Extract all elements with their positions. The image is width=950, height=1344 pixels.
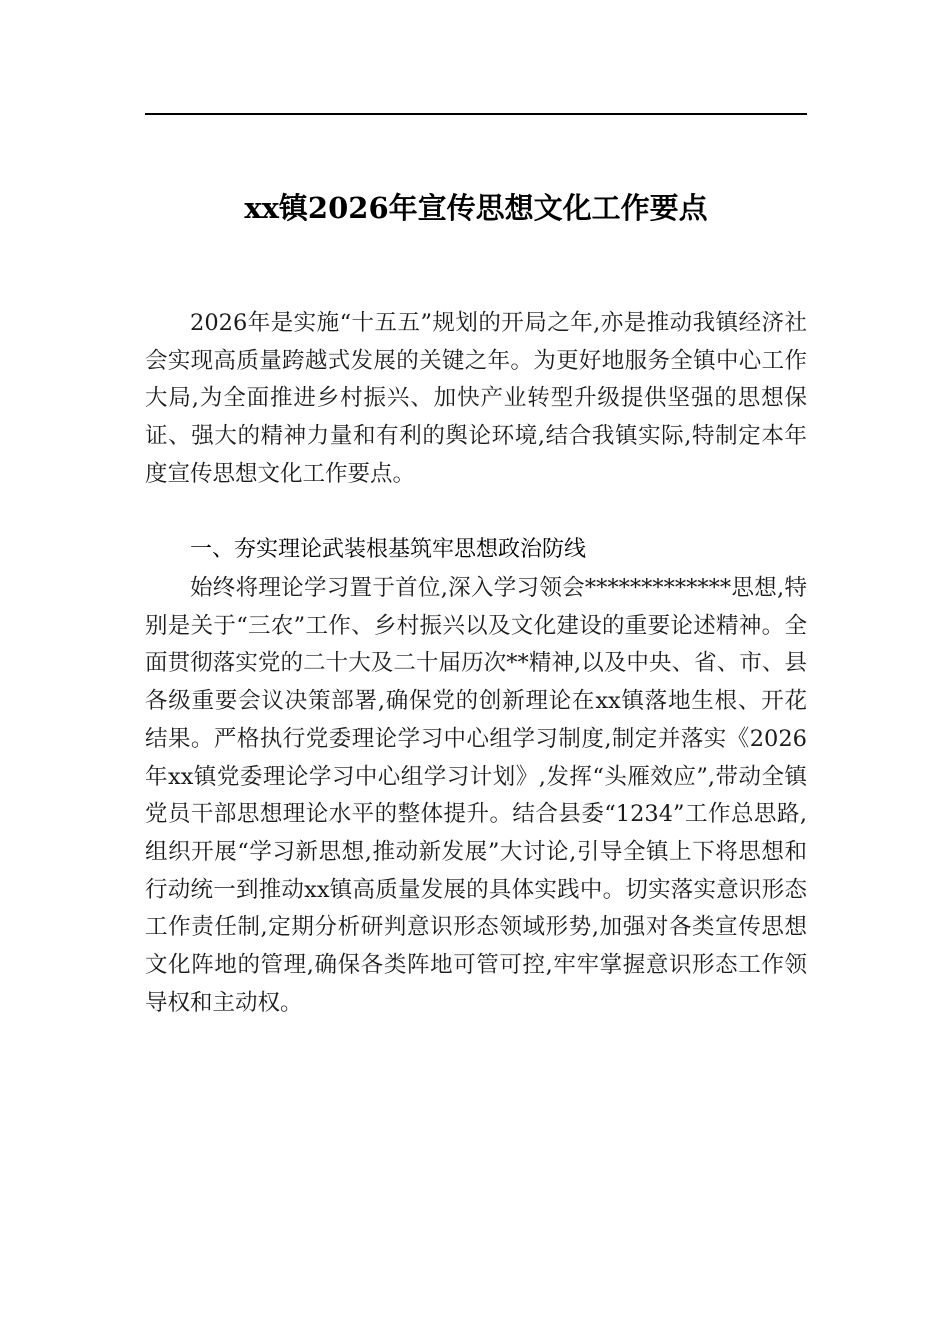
section-paragraph-1: 始终将理论学习置于首位,深入学习领会*************思想,特别是关于“三农”工作、乡村振兴以及文化建设的重要论述精神。全面贯彻落实党的二十大及二十届历次**精神,以及中央、省、市、县各级重要会议决策部署,确保党的创新理论在xx镇落地生根、开花结果。严格执行党委理论学习中心组学习制度,制定并落实《2026年xx镇党委理论学习中心组学习计划》,发挥“头雁效应”,带动全镇党员干部思想理论水平的整体提升。结合县委“1234”工作总思路,组织开展“学习新思想,推动新发展”大讨论,引导全镇上下将思想和行动统一到推动xx镇高质量发展的具体实践中。切实落实意识形态工作责任制,定期分析研判意识形态领域形势,加强对各类宣传思想文化阵地的管理,确保各类阵地可管可控,牢牢掌握意识形态工作领导权和主动权。 xyxy=(145,575,807,1016)
document-title: xx镇2026年宣传思想文化工作要点 xyxy=(244,191,708,225)
intro-paragraph: 2026年是实施“十五五”规划的开局之年,亦是推动我镇经济社会实现高质量跨越式发展的关键之年。为更好地服务全镇中心工作大局,为全面推进乡村振兴、加快产业转型升级提供坚强的思想保证、强大的精神力量和有利的舆论环境,结合我镇实际,特制定本年度宣传思想文化工作要点。 xyxy=(145,310,807,487)
header-rule xyxy=(145,113,807,115)
section-heading-1: 一、夯实理论武装根基筑牢思想政治防线 xyxy=(190,537,587,562)
